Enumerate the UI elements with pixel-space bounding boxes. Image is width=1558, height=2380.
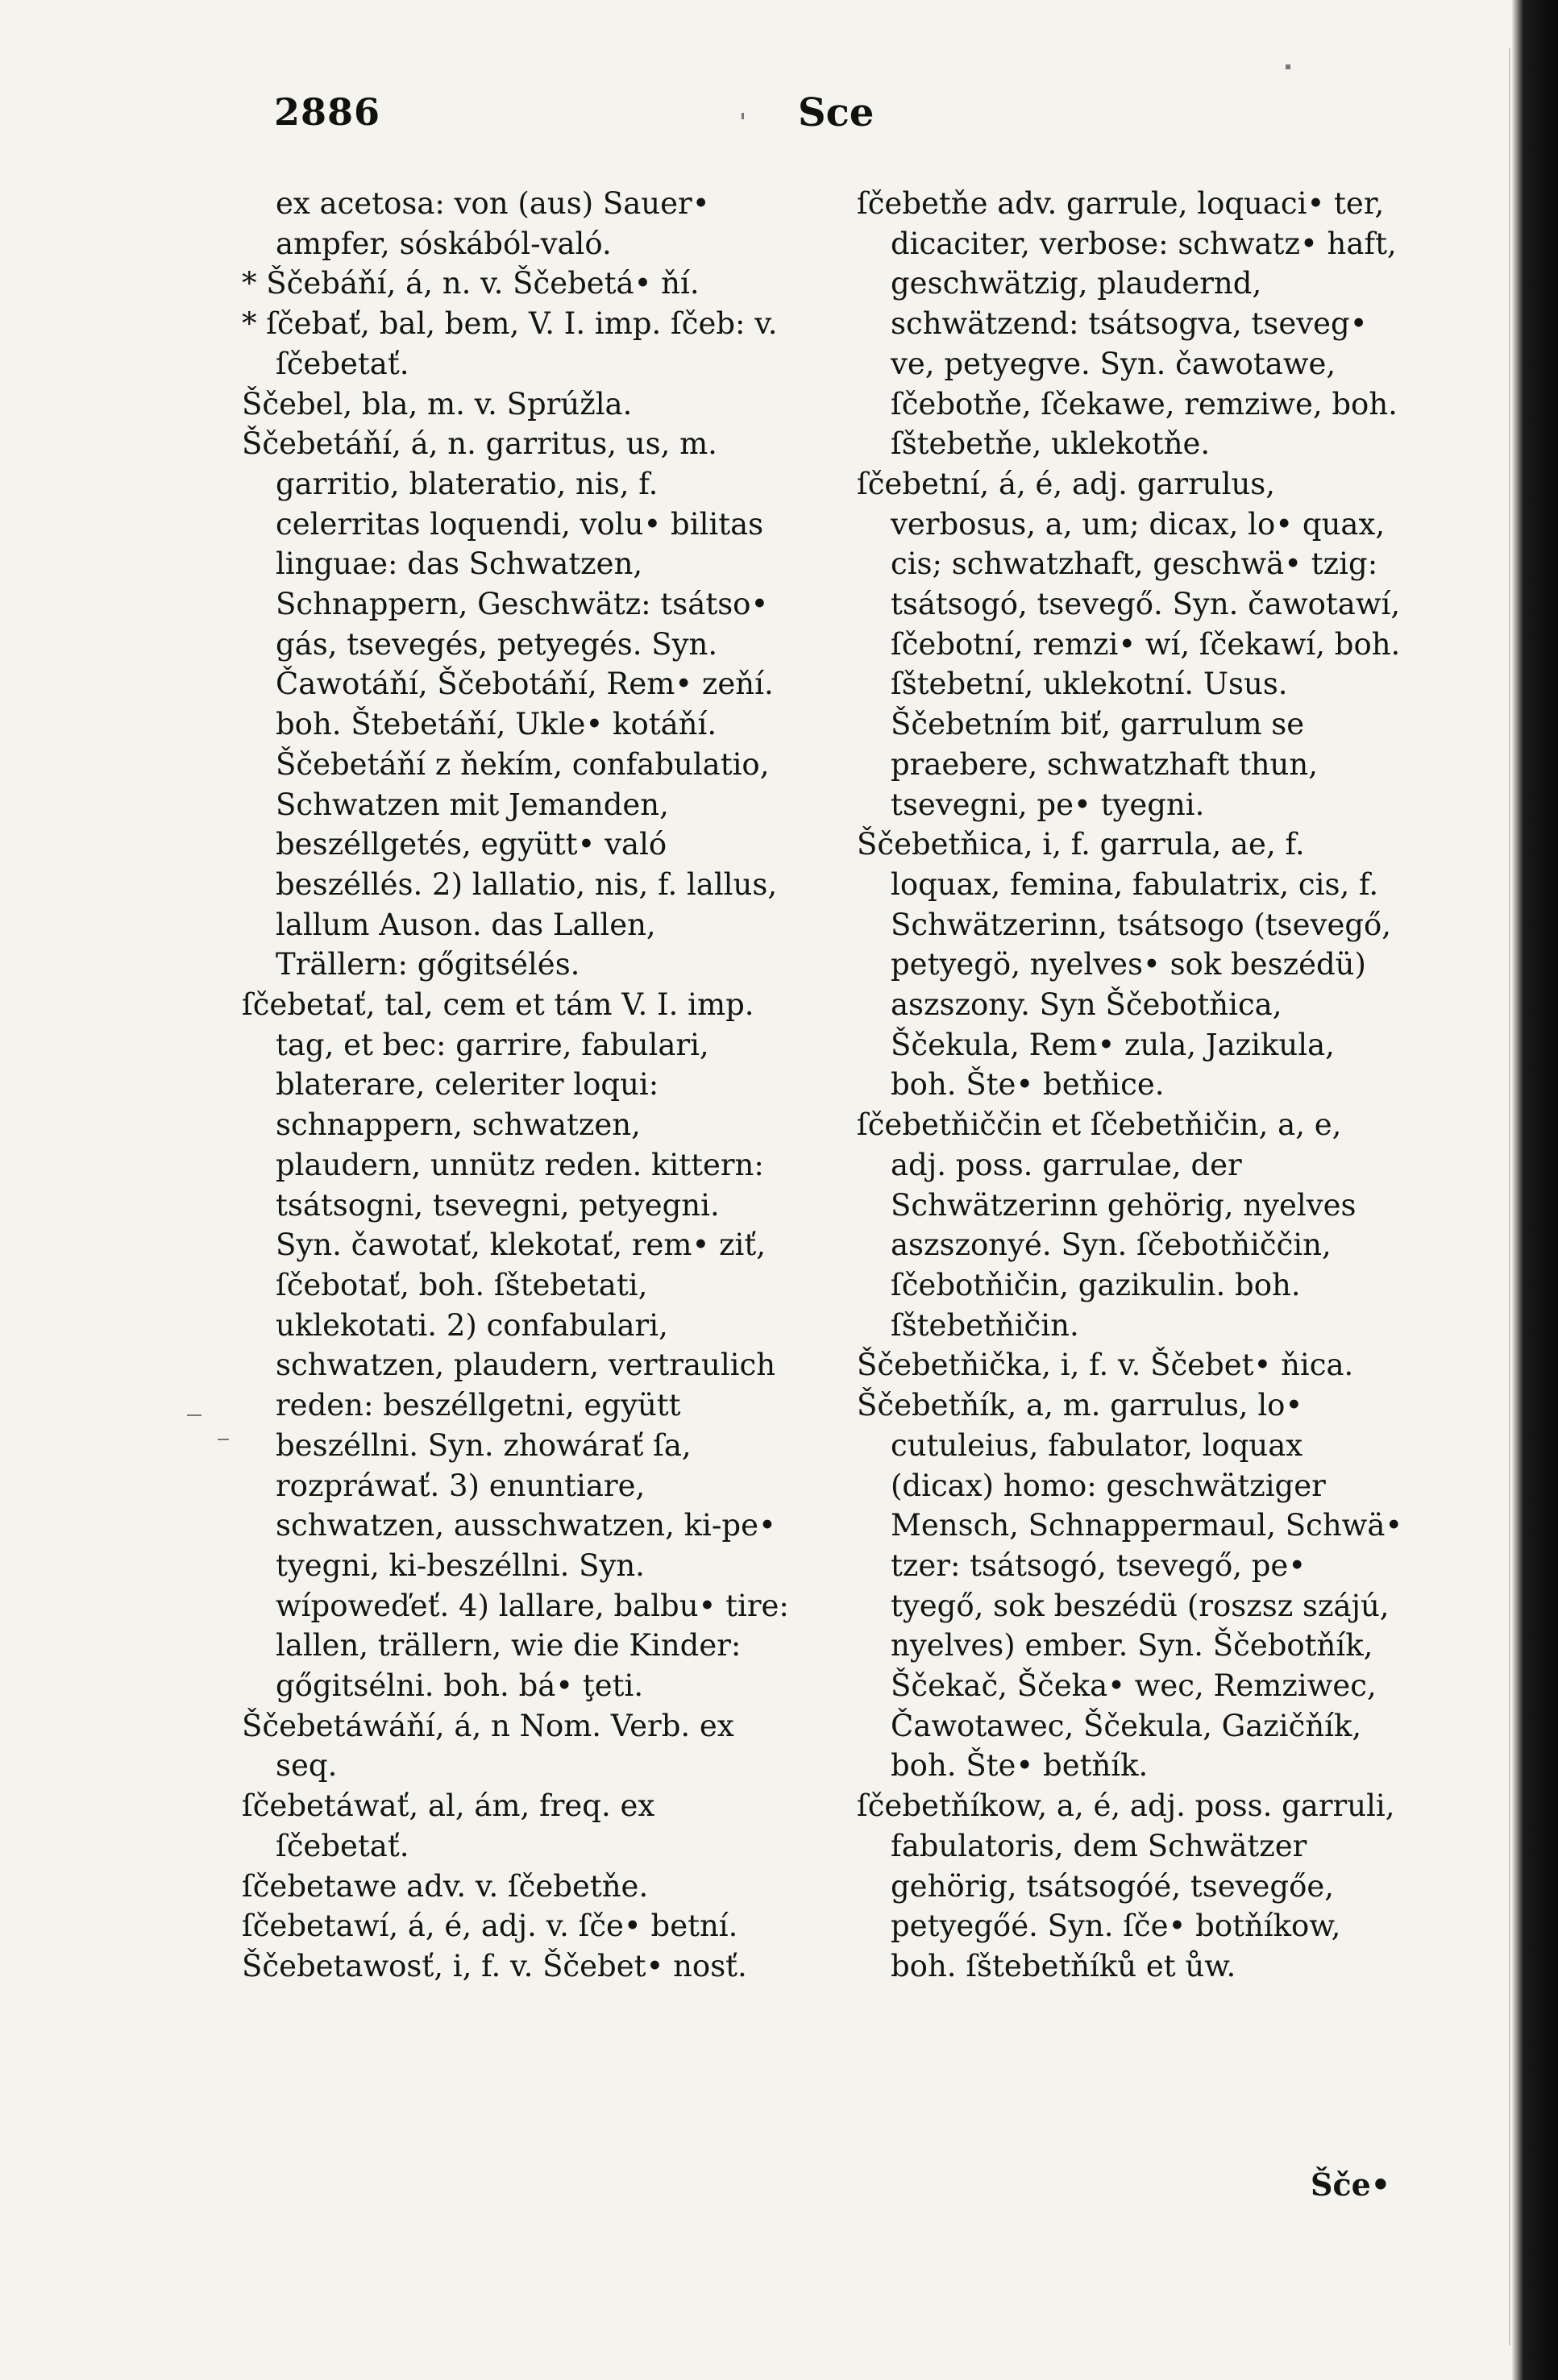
entry-scebetat: ſčebetať, tal, cem et tám V. I. imp. tag, et bec: garrire, fabulari, blaterare, celeriter loqui: schnappern, schwatzen, plaudern, unnütz reden. kittern: tsátsogni, tsevegni, petyegni. Syn. čawotať, klekotať, rem• ziť, ſčebotať, boh. ſštebetati, uklekotati. 2) confabulari, schwatzen, plaudern, vertraulich reden: beszéllgetni, együtt beszéllni. Syn. zhowárať ſa, rozpráwať. 3) enuntiare, schwatzen, ausschwatzen, ki-pe• tyegni, ki-beszéllni. Syn. wípoweďeť. 4) lallare, balbu• tire: lallen, trällern, wie die Kinder: gőgitsélni. boh. bá• ţeti. xyxy=(242,987,789,1704)
print-speck xyxy=(742,113,744,119)
entry-scebetawani: Ščebetáwáňí, á, n Nom. Verb. ex seq. xyxy=(242,1708,734,1784)
entry-scebani: * Ščebáňí, á, n. v. Ščebetá• ňí. xyxy=(242,266,700,301)
entry-scebetawi: ſčebetawí, á, é, adj. v. ſče• betní. xyxy=(242,1909,738,1944)
print-speck xyxy=(187,1414,202,1416)
entry-scebetni: ſčebetní, á, é, adj. garrulus, verbosus, a, um; dicax, lo• quax, cis; schwatzhaft, geschwä• tzig: tsátsogó, tsevegő. Syn. čawotawí, ſčebotní, remzi• wí, ſčekawí, boh. ſštebetní, uklekotní. Usus. Ščebetním biť, garrulum se praebere, schwatzhaft thun, tsevegni, pe• tyegni. xyxy=(857,466,1401,822)
print-speck xyxy=(1286,64,1290,69)
guide-word: Sce xyxy=(798,90,875,135)
entry-scebetnikow: ſčebetňíkow, a, é, adj. poss. garruli, fabulatoris, dem Schwätzer gehörig, tsátsogóé, tsevegőe, petyegőé. Syn. ſče• botňíkow, boh. ſštebetňíků et ůw. xyxy=(857,1788,1395,1983)
entry-scebetne: ſčebetňe adv. garrule, loquaci• ter, dicaciter, verbose: schwatz• haft, geschwätzig, plaudernd, schwätzend: tsátsogva, tseveg• ve, petyegve. Syn. čawotawe, ſčebotňe, ſčekawe, remziwe, boh. ſštebetňe, uklekotňe. xyxy=(857,186,1398,462)
entry-scebetani: Ščebetáňí, á, n. garritus, us, m. garritio, blateratio, nis, f. celerritas loquendi, volu• bilitas linguae: das Schwatzen, Schnappern, Geschwätz: tsátso• gás, tsevegés, petyegés. Syn. Čawotáňí, Ščebotáňí, Rem• zeňí. boh. Štebetáňí, Ukle• kotáňí. Ščebetáňí z ňekím, confabulatio, Schwatzen mit Jemanden, beszéllgetés, együtt• való beszéllés. 2) lallatio, nis, f. lallus, lallum Auson. das Lallen, Trällern: gőgitsélés. xyxy=(242,426,778,982)
catchword: Šče• xyxy=(1311,2166,1391,2203)
entry-scebetniccin: ſčebetňiččin et ſčebetňičin, a, e, adj. poss. garrulae, der Schwätzerinn gehörig, nyelves aszszonyé. Syn. ſčebotňiččin, ſčebotňičin, gazikulin. boh. ſštebetňičin. xyxy=(857,1107,1356,1343)
left-column xyxy=(242,184,790,1987)
entry-scebetnicka: Ščebetňička, i, f. v. Ščebet• ňica. xyxy=(857,1348,1354,1383)
entry-scebetawat: ſčebetáwať, al, ám, freq. ex ſčebetať. xyxy=(242,1788,655,1863)
scan-border xyxy=(1512,0,1558,2380)
entry-scebel: Ščebel, bla, m. v. Sprúžla. xyxy=(242,386,633,422)
page-edge-line xyxy=(1509,48,1510,2345)
entry-scebetawost: Ščebetawosť, i, f. v. Ščebet• nosť. xyxy=(242,1948,747,1983)
page-header xyxy=(274,90,1370,139)
entry-continuation: ex acetosa: von (aus) Sauer• ampfer, sóskából-való. xyxy=(276,186,710,261)
page-number: 2886 xyxy=(274,90,381,134)
entry-scebetnik: Ščebetňík, a, m. garrulus, lo• cutuleius, fabulator, loquax (dicax) homo: geschwätziger Mensch, Schnappermaul, Schwä• tzer: tsátsogó, tsevegő, pe• tyegő, sok beszédü (roszsz szájú, nyelves) ember. Syn. Ščebotňík, Ščekač, Ščeka• wec, Remziwec, Čawotawec, Ščekula, Gazičňík, boh. Šte• betňík. xyxy=(857,1388,1403,1784)
entry-scebetnica: Ščebetňica, i, f. garrula, ae, f. loquax, femina, fabulatrix, cis, f. Schwätzerinn, tsátsogo (tsevegő, petyegö, nyelves• sok beszédü) aszszony. Syn Ščebotňica, Ščekula, Rem• zula, Jazikula, boh. Šte• betňice. xyxy=(857,827,1392,1103)
entry-scebetawe: ſčebetawe adv. v. ſčebetňe. xyxy=(242,1868,649,1904)
entry-scebat: * ſčebať, bal, bem, V. I. imp. ſčeb: v. ſčebetať. xyxy=(242,306,778,381)
print-speck xyxy=(218,1439,229,1440)
right-column xyxy=(857,184,1405,1987)
